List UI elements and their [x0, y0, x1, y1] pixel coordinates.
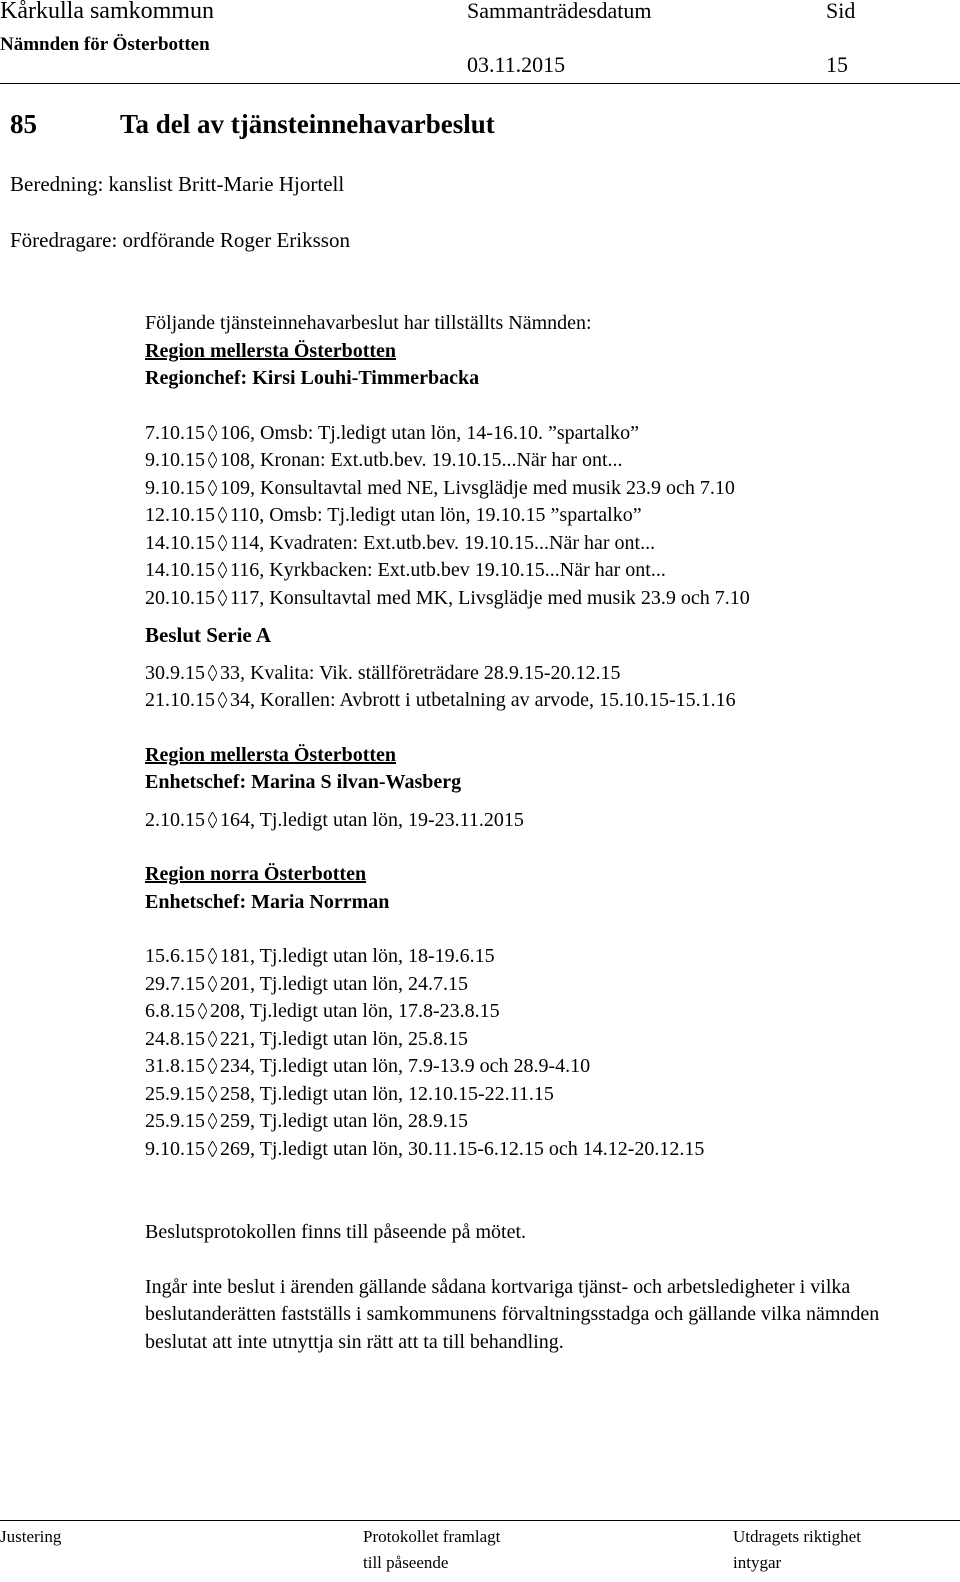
diamond-separator-icon — [218, 559, 227, 575]
presenter-line: Föredragare: ordförande Roger Eriksson — [10, 228, 350, 252]
decision-list — [145, 420, 945, 613]
decision-text: 114, Kvadraten: Ext.utb.bev. 19.10.15...När har ont... — [230, 531, 656, 554]
decision-text: 116, Kyrkbacken: Ext.utb.bev 19.10.15...När har ont... — [230, 559, 666, 581]
footer-certification-line1: Utdragets riktighet — [733, 1527, 861, 1546]
decision-date: 20.10.15 — [145, 586, 215, 609]
footer-divider — [0, 1520, 960, 1521]
decision-entry — [145, 475, 945, 503]
diamond-separator-icon — [218, 587, 227, 603]
diamond-separator-icon — [208, 477, 217, 493]
decision-entry — [145, 1108, 945, 1136]
decision-text: 34, Korallen: Avbrott i utbetalning av arvode, 15.10.15-15.1.16 — [230, 689, 736, 711]
decision-date: 29.7.15 — [145, 972, 205, 995]
page-number: 15 — [826, 52, 848, 77]
decision-date: 12.10.15 — [145, 504, 215, 526]
section-title — [10, 109, 495, 140]
decision-entry — [145, 687, 945, 715]
decision-date: 2.10.15 — [145, 808, 205, 831]
date-label: Sammanträdesdatum — [467, 0, 652, 23]
decision-body — [145, 310, 945, 1356]
footer-protocol-line2: till påseende — [363, 1553, 449, 1572]
diamond-separator-icon — [208, 809, 217, 825]
header-divider — [0, 83, 960, 84]
decision-entry — [145, 971, 945, 999]
decision-text: 117, Konsultavtal med MK, Livsglädje med musik 23.9 och 7.10 — [230, 586, 750, 609]
decision-list — [145, 943, 945, 1163]
decision-entry — [145, 502, 945, 530]
decision-text: 269, Tj.ledigt utan lön, 30.11.15-6.12.15 och 14.12-20.12.15 — [220, 1137, 705, 1160]
region-chief: Regionchef: Kirsi Louhi-Timmerbacka — [145, 367, 480, 389]
decision-entry — [145, 530, 945, 558]
decision-entry — [145, 1053, 945, 1081]
diamond-separator-icon — [208, 973, 217, 989]
decision-date: 24.8.15 — [145, 1027, 205, 1050]
footer-certification-line2: intygar — [733, 1553, 782, 1572]
decision-text: 221, Tj.ledigt utan lön, 25.8.15 — [220, 1027, 468, 1050]
region-heading: Region norra Österbotten — [145, 863, 367, 885]
decision-text: 109, Konsultavtal med NE, Livsglädje med musik 23.9 och 7.10 — [220, 476, 735, 499]
unit-chief: Enhetschef: Maria Norrman — [145, 890, 390, 913]
diamond-separator-icon — [208, 1083, 217, 1099]
organization-name: Kårkulla samkommun — [0, 0, 214, 24]
decision-date: 25.9.15 — [145, 1110, 205, 1132]
decision-entry — [145, 943, 945, 971]
diamond-separator-icon — [218, 504, 227, 520]
decision-text: 258, Tj.ledigt utan lön, 12.10.15-22.11.15 — [220, 1082, 554, 1105]
exclusion-note: Ingår inte beslut i ärenden gällande sådana kortvariga tjänst- och arbetsledigheter i vilka beslutanderätten fastställs i samkommunens förvaltningsstadga och gällande vilka nämnden beslutat att inte utnyttja sin rätt att ta till behandling. — [145, 1275, 880, 1353]
decision-entry — [145, 447, 945, 475]
decision-text: 259, Tj.ledigt utan lön, 28.9.15 — [220, 1110, 468, 1132]
diamond-separator-icon — [198, 1000, 207, 1016]
decision-text: 33, Kvalita: Vik. ställföreträdare 28.9.15-20.12.15 — [220, 661, 621, 684]
diamond-separator-icon — [208, 422, 217, 438]
intro-text: Följande tjänsteinnehavarbeslut har tillställts Nämnden: — [145, 312, 592, 334]
decision-entry — [145, 998, 945, 1026]
decision-entry — [145, 1026, 945, 1054]
decision-date: 7.10.15 — [145, 421, 205, 444]
unit-chief: Enhetschef: Marina S ilvan-Wasberg — [145, 771, 462, 793]
decision-text: 110, Omsb: Tj.ledigt utan lön, 19.10.15 ”spartalko” — [230, 504, 642, 526]
diamond-separator-icon — [208, 1110, 217, 1126]
decision-date: 14.10.15 — [145, 531, 215, 554]
diamond-separator-icon — [208, 945, 217, 961]
decision-date: 21.10.15 — [145, 689, 215, 711]
decision-entry — [145, 807, 945, 835]
decision-text: 106, Omsb: Tj.ledigt utan lön, 14-16.10. ”spartalko” — [220, 421, 640, 444]
serie-heading: Beslut Serie A — [145, 623, 271, 647]
decision-entry — [145, 1081, 945, 1109]
serie-decision-list — [145, 660, 945, 715]
footer-justering: Justering — [0, 1527, 62, 1546]
diamond-separator-icon — [208, 1055, 217, 1071]
decision-text: 108, Kronan: Ext.utb.bev. 19.10.15...När har ont... — [220, 449, 623, 471]
decision-text: 201, Tj.ledigt utan lön, 24.7.15 — [220, 972, 468, 995]
decision-entry — [145, 557, 945, 585]
decision-entry — [145, 1136, 945, 1164]
decision-text: 208, Tj.ledigt utan lön, 17.8-23.8.15 — [210, 1000, 500, 1022]
protocol-note: Beslutsprotokollen finns till påseende på mötet. — [145, 1221, 527, 1243]
page-label: Sid — [826, 0, 856, 23]
section-number: 85 — [10, 109, 37, 139]
diamond-separator-icon — [208, 1028, 217, 1044]
diamond-separator-icon — [208, 662, 217, 678]
decision-date: 25.9.15 — [145, 1082, 205, 1105]
committee-name: Nämnden för Österbotten — [0, 34, 210, 55]
decision-date: 6.8.15 — [145, 1000, 195, 1022]
footer-certification — [733, 1524, 861, 1576]
meeting-date: 03.11.2015 — [467, 52, 566, 77]
decision-text: 164, Tj.ledigt utan lön, 19-23.11.2015 — [220, 808, 524, 831]
decision-text: 234, Tj.ledigt utan lön, 7.9-13.9 och 28.9-4.10 — [220, 1055, 591, 1077]
diamond-separator-icon — [218, 689, 227, 705]
decision-date: 15.6.15 — [145, 945, 205, 967]
region-heading: Region mellersta Österbotten — [145, 339, 397, 362]
region-heading: Region mellersta Österbotten — [145, 743, 397, 766]
decision-date: 9.10.15 — [145, 1137, 205, 1160]
footer-protocol-line1: Protokollet framlagt — [363, 1527, 501, 1546]
decision-date: 9.10.15 — [145, 476, 205, 499]
preparation-line: Beredning: kanslist Britt-Marie Hjortell — [10, 172, 345, 196]
diamond-separator-icon — [208, 449, 217, 465]
decision-date: 31.8.15 — [145, 1055, 205, 1077]
decision-date: 14.10.15 — [145, 559, 215, 581]
decision-date: 9.10.15 — [145, 449, 205, 471]
decision-date: 30.9.15 — [145, 661, 205, 684]
decision-text: 181, Tj.ledigt utan lön, 18-19.6.15 — [220, 945, 495, 967]
section-title-text: Ta del av tjänsteinnehavarbeslut — [120, 109, 495, 139]
decision-list — [145, 807, 945, 835]
footer-protocol — [363, 1524, 500, 1576]
decision-entry — [145, 660, 945, 688]
diamond-separator-icon — [218, 532, 227, 548]
diamond-separator-icon — [208, 1138, 217, 1154]
decision-entry — [145, 420, 945, 448]
decision-entry — [145, 585, 945, 613]
